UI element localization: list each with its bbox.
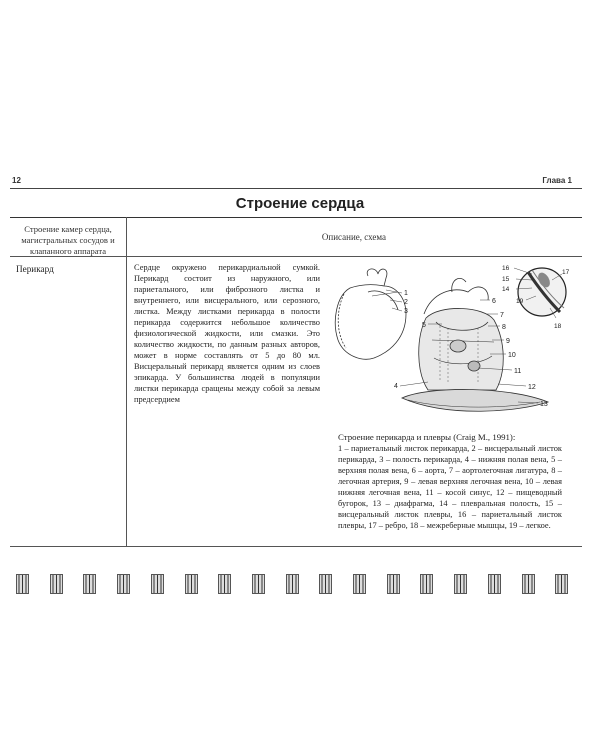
row-label-pericardium: Перикард (16, 264, 54, 274)
figure-label-8: 8 (502, 324, 506, 331)
binding-ring (16, 574, 29, 594)
figure-label-7: 7 (500, 312, 504, 319)
chapter-label: Глава 1 (542, 176, 572, 185)
figure-label-10: 10 (508, 352, 516, 359)
figure-label-5: 5 (422, 322, 426, 329)
binding-ring (488, 574, 501, 594)
binding-ring (83, 574, 96, 594)
figure-label-15: 15 (502, 276, 510, 283)
figure-label-9: 9 (506, 338, 510, 345)
column-header-structure: Строение камер сердца, магистральных сосудов и клапанного аппарата (21, 224, 115, 256)
binding-ring (522, 574, 535, 594)
binding-ring (319, 574, 332, 594)
page-title: Строение сердца (235, 195, 365, 212)
binding-ring (555, 574, 568, 594)
figure-label-3: 3 (404, 308, 408, 315)
figure-label-14: 14 (502, 286, 510, 293)
figure-caption (338, 432, 562, 531)
binding-ring (151, 574, 164, 594)
spiral-binding (10, 574, 592, 596)
binding-ring (117, 574, 130, 594)
figure-label-16: 16 (502, 265, 510, 272)
binding-ring (185, 574, 198, 594)
binding-ring (252, 574, 265, 594)
binding-ring (454, 574, 467, 594)
column-divider (126, 217, 127, 547)
figure-label-13: 13 (540, 401, 548, 408)
binding-ring (218, 574, 231, 594)
figure-label-18: 18 (554, 323, 562, 330)
header-rule (10, 188, 582, 189)
table-top-rule (10, 217, 582, 218)
binding-ring (50, 574, 63, 594)
column-header-description: Описание, схема (321, 232, 387, 242)
figure-label-12: 12 (528, 384, 536, 391)
figure-label-2: 2 (404, 299, 408, 306)
figure-label-1: 1 (404, 290, 408, 297)
header-row-rule (10, 256, 582, 257)
description-text: Сердце окружено перикардиальной сумкой. Перикард состоит из наружного, или париетального, или фиброзного листка и внутреннего, или висцерального, или серозного, листка. Между листками перикарда в полости перикарда содержится небольшое количество физиологической жидкости, или смазки. Это количество жидкости, по данным разных авторов, может в норме составлять от 5 до 80 мл. Висцеральный перикард является одним из слоев эпикарда. У большинства людей в популяции листки перикарда сращены между собой за левым предсердием (134, 263, 320, 404)
binding-ring (387, 574, 400, 594)
caption-title: Строение перикарда и плевры (Craig M., 1991): (338, 432, 516, 442)
figure-label-6: 6 (492, 298, 496, 305)
table-bottom-rule (10, 546, 582, 547)
binding-ring (420, 574, 433, 594)
figure-label-4: 4 (394, 383, 398, 390)
pleura-inset-illustration (502, 258, 574, 330)
figure-label-19: 19 (516, 298, 524, 305)
small-heart-drawing (335, 269, 406, 359)
binding-ring (353, 574, 366, 594)
figure-label-17: 17 (562, 269, 570, 276)
page-number: 12 (12, 176, 21, 185)
figure-label-11: 11 (514, 368, 522, 375)
caption-legend: 1 – париетальный листок перикарда, 2 – висцеральный листок перикарда, 3 – полость перикарда, 4 – нижняя полая вена, 5 – верхняя полая вена, 6 – аорта, 7 – аортолегочная лигатура, 8 – легочная артерия, 9 – левая верхняя легочная вена, 10 – левая нижняя легочная вена, 11 – косой синус, 12 – пищеводный бугорок, 13 – диафрагма, 14 – плевральная полость, 15 – висцеральный листок плевры, 16 – париетальный листок плевры, 17 – ребро, 18 – межреберные мышцы, 19 – легкое. (338, 444, 562, 530)
binding-ring (286, 574, 299, 594)
